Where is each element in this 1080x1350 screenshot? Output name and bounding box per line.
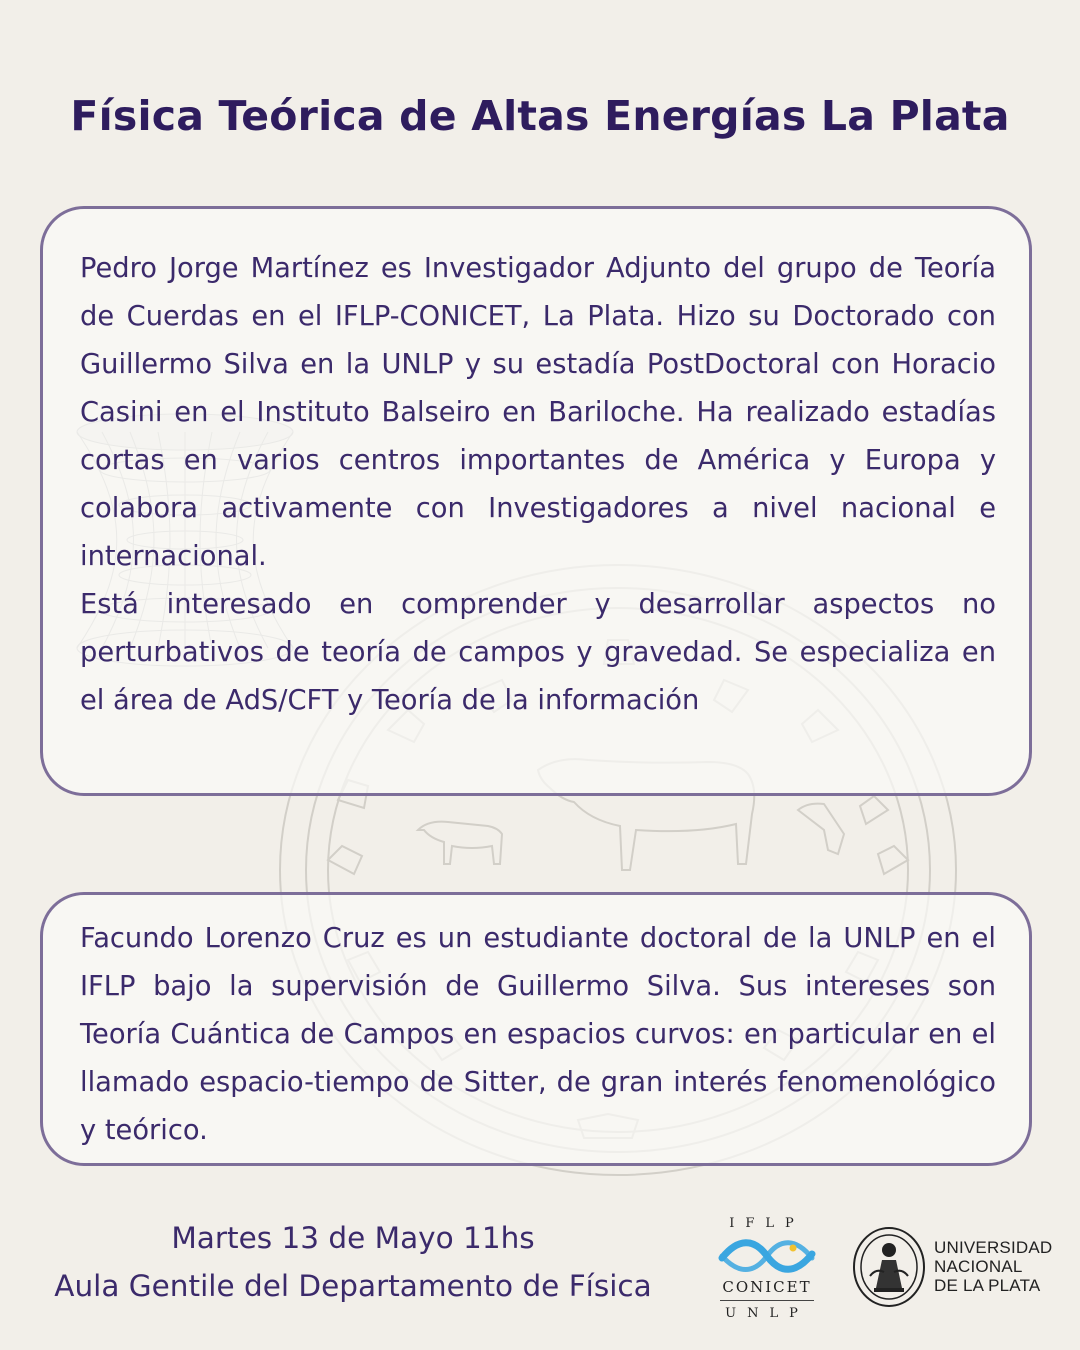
speaker-bio: [80, 245, 996, 725]
bio-paragraph: Pedro Jorge Martínez es Investigador Adjunto del grupo de Teoría de Cuerdas en el IFLP-CONICET, La Plata. Hizo su Doctorado con Guillermo Silva en la UNLP y su estadía PostDoctoral con Horacio Casini en el Instituto Balseiro en Bariloche. Ha realizado estadías cortas en varios centros importantes de América y Europa y colabora activamente con Investigadores a nivel nacional e internacional.: [80, 253, 996, 572]
event-location: Aula Gentile del Departamento de Física: [54, 1269, 652, 1303]
unlp-name-line: DE LA PLATA: [934, 1276, 1041, 1295]
conicet-text: CONICET: [722, 1278, 812, 1296]
unlp-short-text: UNLP: [725, 1306, 809, 1321]
speaker-bio: [80, 915, 996, 1155]
event-date: Martes 13 de Mayo 11hs: [171, 1221, 535, 1255]
speaker-card-martinez: [40, 206, 1032, 796]
infinity-wave-icon: [718, 1236, 816, 1276]
event-info: [0, 1214, 706, 1310]
unlp-name-line: NACIONAL: [934, 1257, 1023, 1276]
bio-paragraph: Está interesado en comprender y desarrollar aspectos no perturbativos de teoría de campos y gravedad. Se especializa en el área de AdS/CFT y Teoría de la información: [80, 589, 996, 716]
iflp-logo: [712, 1216, 822, 1326]
unlp-seal-icon: [852, 1226, 926, 1308]
unlp-name-line: UNIVERSIDAD: [934, 1238, 1053, 1257]
iflp-logo-text: IFLP: [729, 1216, 805, 1231]
unlp-name: [934, 1238, 1052, 1295]
page-title: Física Teórica de Altas Energías La Plata: [70, 92, 1010, 140]
bio-paragraph: Facundo Lorenzo Cruz es un estudiante doctoral de la UNLP en el IFLP bajo la supervisión de Guillermo Silva. Sus intereses son Teoría Cuántica de Campos en espacios curvos: en particular en el llamado espacio-tiempo de Sitter, de gran interés fenomenológico y teórico.: [80, 923, 996, 1146]
speaker-card-cruz: [40, 892, 1032, 1166]
logo-divider: [720, 1300, 814, 1301]
